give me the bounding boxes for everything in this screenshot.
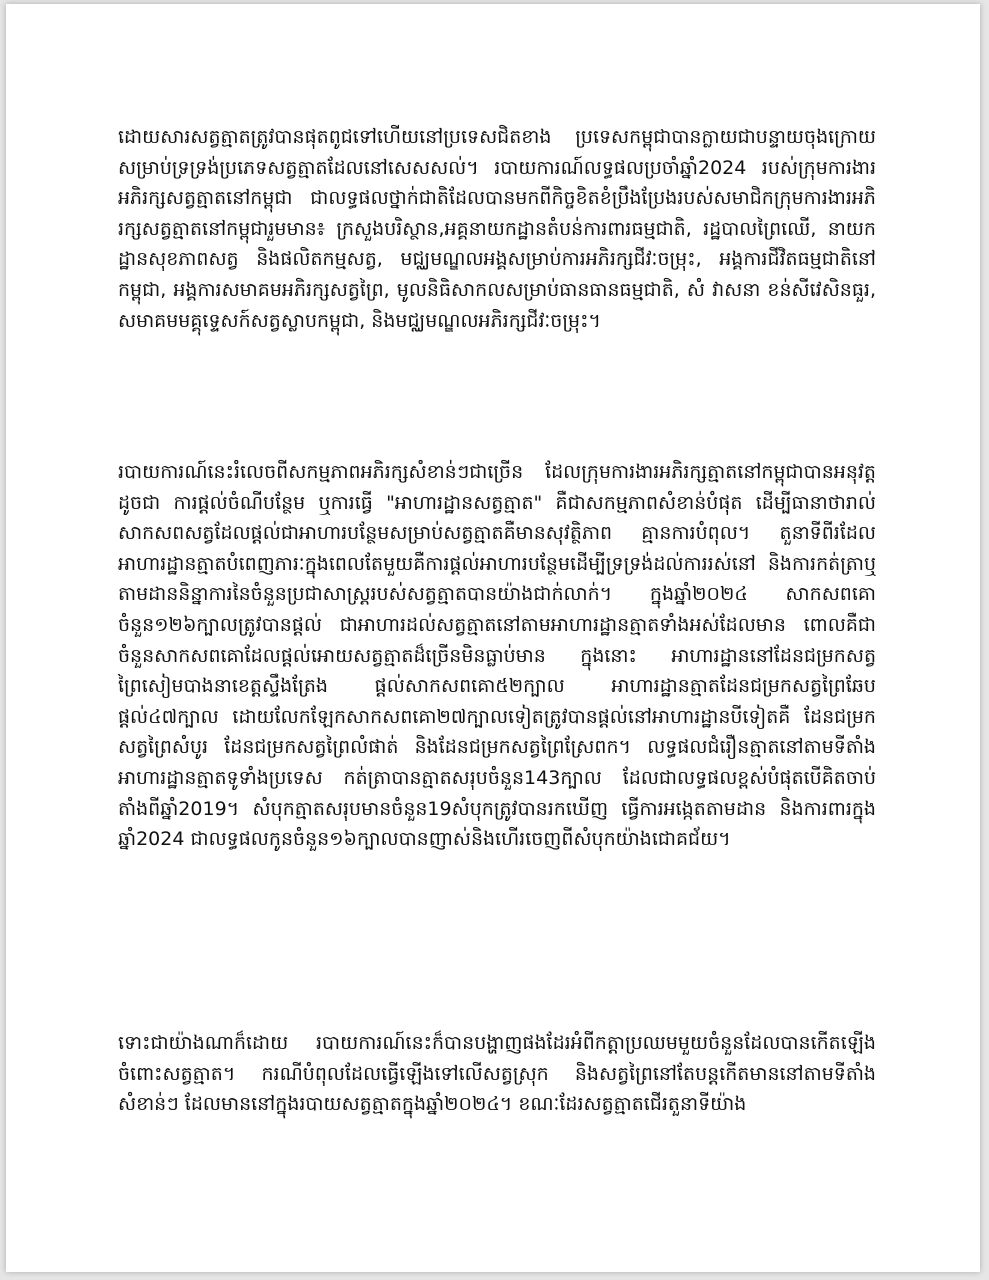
paragraph-text: របាយការណ៍នេះរំលេចពីសកម្មភាពអភិរក្សសំខាន់ៗជាច្រើន ដែលក្រុមការងារអភិរក្សត្មាតនៅកម្ពុជាបានអនុវត្តដូចជា ការផ្តល់ចំណីបន្ថែម ឬការធ្វើ "អាហារដ្ឋានសត្វត្មាត" គឺជាសកម្មភាពសំខាន់បំផុត ដើម្បីធានាថារាល់សាកសពសត្វដែលផ្តល់ជាអាហារបន្ថែមសម្រាប់សត្វត្មាតគឺមានសុវត្ថិភាព គ្មានការបំពុល។ តួនាទីពីរដែលអាហារដ្ឋានត្មាតបំពេញភារៈក្នុងពេលតែមួយគឺការផ្តល់អាហារបន្ថែមដើម្បីទ្រទ្រង់ដល់ការរស់នៅ និងការកត់ត្រាឬតាមដាននិន្នាការនៃចំនួនប្រជាសាស្ត្ររបស់សត្វត្មាតបានយ៉ាងជាក់លាក់។ ក្នុងឆ្នាំ២០២៤ សាកសពគោចំនួន១២៦ក្បាលត្រូវបានផ្តល់ ជាអាហារដល់សត្វត្មាតនៅតាមអាហារដ្ឋានត្មាតទាំងអស់ដែលមាន ពោលគឺជាចំនួនសាកសពគោដែលផ្តល់អោយសត្វត្មាតដ៏ច្រើនមិនធ្លាប់មាន ក្នុងនោះ អាហារដ្ឋាននៅដែនជម្រកសត្វព្រៃសៀមបាងនាខេត្តស្ទឹងត្រែង ផ្តល់សាកសពគោ៥២ក្បាល អាហារដ្ឋានត្មាតដែនជម្រកសត្វព្រៃឆែបផ្តល់៤៧ក្បាល ដោយលែកឡែកសាកសពគោ២៧ក្បាលទៀតត្រូវបានផ្តល់នៅអាហារដ្ឋានបីទៀតគឺ ដែនជម្រកសត្វព្រៃសំបូរ ដែនជម្រកសត្វព្រៃលំផាត់ និងដែនជម្រកសត្វព្រៃស្រែពក។ លទ្ធផលជំរឿនត្មាតនៅតាមទីតាំងអាហារដ្ឋានត្មាតទូទាំងប្រទេស កត់ត្រាបានត្មាតសរុបចំនួន143ក្បាល ដែលជាលទ្ធផលខ្ពស់បំផុតបើគិតចាប់តាំងពីឆ្នាំ2019។ សំបុកត្មាតសរុបមានចំនួន19សំបុកត្រូវបានរកឃើញ ធ្វើការអង្កេតតាមដាន និងការពារក្នុងឆ្នាំ2024 ជាលទ្ធផលកូនចំនួន១៦ក្បាលបានញាស់និងហើរចេញពីសំបុកយ៉ាងជោគជ័យ។	[118, 461, 876, 851]
paragraph-text: ដោយសារសត្វត្មាតត្រូវបានផុតពូជទៅហើយនៅប្រទេសជិតខាង ប្រទេសកម្ពុជាបានក្លាយជាបន្ទាយចុងក្រោយសម្រាប់ទ្រទ្រង់ប្រភេទសត្វត្មាតដែលនៅសេសសល់។ របាយការណ៍លទ្ធផលប្រចាំឆ្នាំ2024 របស់ក្រុមការងារអភិរក្សសត្វត្មាតនៅកម្ពុជា ជាលទ្ធផលថ្នាក់ជាតិដែលបានមកពីកិច្ចខិតខំប្រឹងប្រែងរបស់សមាជិកក្រុមការងារអភិរក្សសត្វត្មាតនៅកម្ពុជារួមមាន៖ ក្រសួងបរិស្ថាន,អគ្គនាយកដ្ឋានតំបន់ការពារធម្មជាតិ, រដ្ឋបាលព្រៃឈើ, នាយកដ្ឋានសុខភាពសត្វ និងផលិតកម្មសត្វ, មជ្ឈមណ្ឌលអង្គសម្រាប់ការអភិរក្សជីវៈចម្រុះ, អង្គការជីវិតធម្មជាតិនៅកម្ពុជា, អង្គការសមាគមអភិរក្សសត្វព្រៃ, មូលនិធិសាកលសម្រាប់ធានធានធម្មជាតិ, សំ វាសនា ខន់សីវេសិនធួរ, សមាគមមគ្គុទ្ទេសក៍សត្វស្លាបកម្ពុជា, និងមជ្ឈមណ្ឌលអភិរក្សជីវៈចម្រុះ។	[118, 126, 876, 332]
paragraph-challenges	[118, 1028, 876, 1120]
document-page	[6, 4, 980, 1272]
paragraph-text: ទោះជាយ៉ាងណាក៏ដោយ របាយការណ៍នេះក៏បានបង្ហាញផងដែរអំពីកត្តាប្រឈមមួយចំនួនដែលបានកើតឡើងចំពោះសត្វត្មាត។ ករណីបំពុលដែលធ្វើឡើងទៅលើសត្វស្រុក និងសត្វព្រៃនៅតែបន្តកើតមាននៅតាមទីតាំងសំខាន់ៗ ដែលមាននៅក្នុងរបាយសត្វត្មាតក្នុងឆ្នាំ២០២៤។ ខណៈដែរសត្វត្មាតជើរតួនាទីយ៉ាង	[118, 1032, 876, 1116]
paragraph-conservation-actions	[118, 457, 876, 855]
paragraph-intro	[118, 122, 876, 336]
